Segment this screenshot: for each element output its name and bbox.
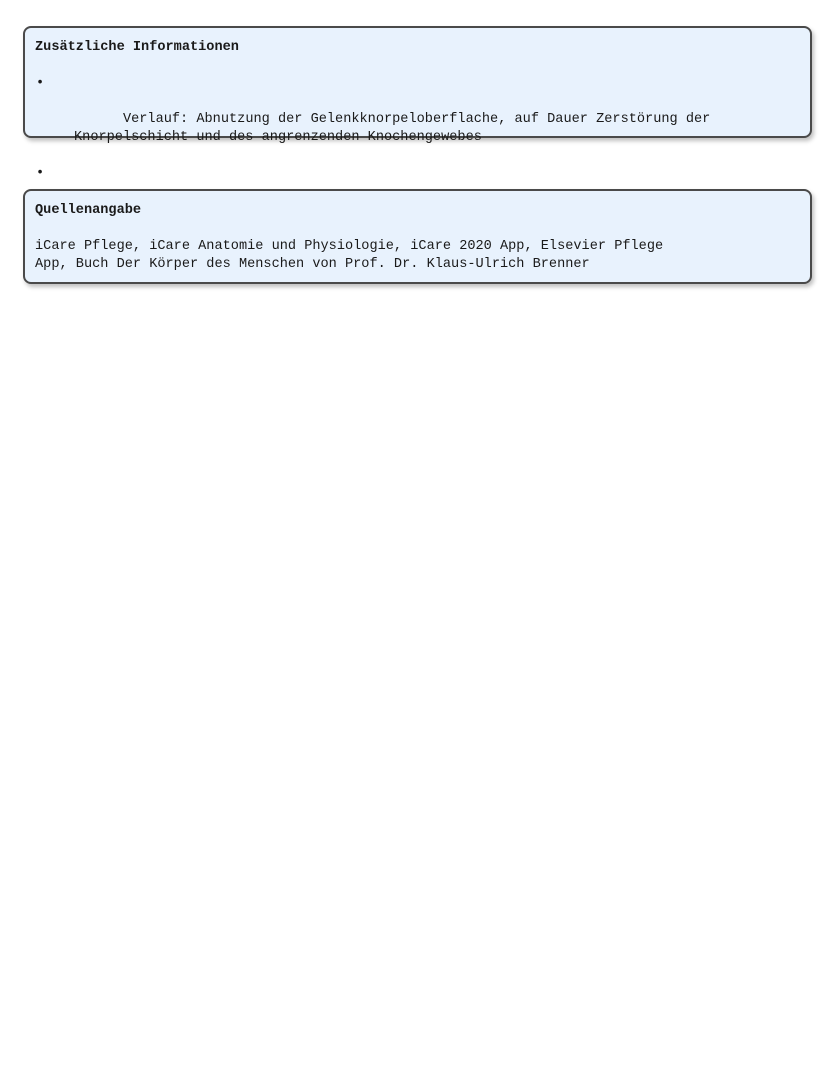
list-item-text: Verlauf: Abnutzung der Gelenkknorpeloberflache, auf Dauer Zerstörung der Knorpelschicht und des angrenzenden Knochengewebes [74,112,711,145]
list-item [35,75,800,165]
info-box-title: Zusätzliche Informationen [35,40,239,55]
info-box [23,26,812,181]
bullet-icon: • [36,76,45,91]
source-box-title: Quellenangabe [35,203,142,218]
source-box [23,189,812,284]
source-text: iCare Pflege, iCare Anatomie und Physiologie, iCare 2020 App, Elsevier Pflege App, Buch Der Körper des Menschen von Prof. Dr. Klaus-Ulrich Brenner [35,239,664,272]
bullet-icon: • [36,166,45,181]
